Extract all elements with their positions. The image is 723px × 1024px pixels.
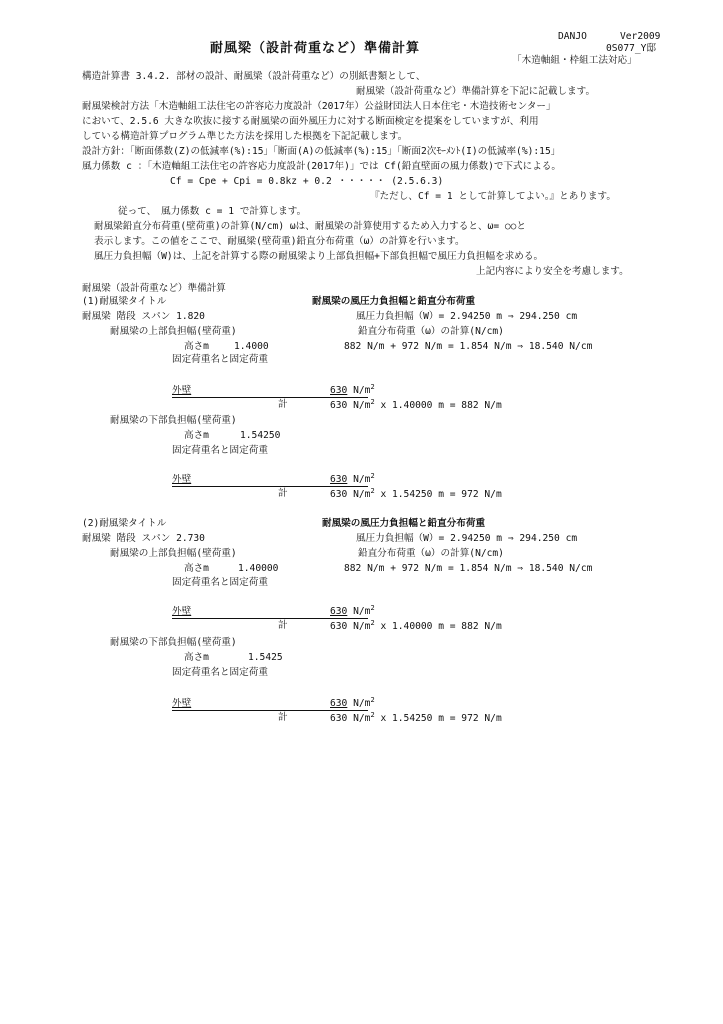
beam-right-title: 耐風梁の風圧力負担幅と鉛直分布荷重 bbox=[322, 518, 486, 529]
lower-width-label: 耐風梁の下部負担幅(壁荷重) bbox=[110, 637, 237, 648]
intro-line: 耐風梁検討方法「木造軸組工法住宅の許容応力度設計（2017年）公益財団法人日本住宅・木造技術センター」 bbox=[82, 101, 556, 112]
upper-rule bbox=[172, 618, 368, 619]
upper-total-label: 計 bbox=[278, 399, 288, 410]
intro-line: している構造計算プログラム準じた方法を採用した根拠を下記記載します。 bbox=[82, 131, 408, 142]
version-label: Ver2009 bbox=[620, 31, 661, 42]
intro-line: 風圧力負担幅（W)は、上記を計算する際の耐風梁より上部負担幅+下部負担幅で風圧力負担幅を求める。 bbox=[94, 251, 544, 262]
lower-total-expr: x 1.54250 m = 972 N/m bbox=[380, 489, 502, 500]
intro-line: 風力係数 c ：「木造軸組工法住宅の許容応力度設計(2017年)」では Cf(鉛直壁面の風力係数)で下式による。 bbox=[82, 161, 561, 172]
intro-line: 上記内容により安全を考慮します。 bbox=[476, 266, 629, 277]
upper-height-value: 1.40000 bbox=[238, 563, 279, 574]
upper-item-name: 外壁 bbox=[172, 606, 192, 617]
lower-total-label: 計 bbox=[278, 488, 288, 499]
lower-total bbox=[330, 486, 502, 501]
section-title: 耐風梁（設計荷重など）準備計算 bbox=[82, 283, 226, 294]
page-title bbox=[210, 43, 420, 56]
upper-total-number: 630 bbox=[330, 621, 348, 632]
lower-item-value bbox=[330, 695, 375, 710]
lower-load-label: 固定荷重名と固定荷重 bbox=[172, 445, 268, 456]
unit-n-m2: N/m bbox=[353, 621, 371, 632]
beam-span: 耐風梁 階段 スパン 2.730 bbox=[82, 533, 205, 544]
beam-wind-width: 風圧力負担幅（W）= 2.94250 m ⇒ 294.250 cm bbox=[356, 311, 578, 322]
dist-load-calc: 882 N/m + 972 N/m = 1.854 N/m ⇒ 18.540 N/cm bbox=[344, 341, 593, 352]
scope-label: 「木造軸組・枠組工法対応」 bbox=[512, 55, 637, 66]
lower-rule bbox=[172, 710, 368, 711]
lower-item-name: 外壁 bbox=[172, 474, 192, 485]
upper-rule bbox=[172, 397, 368, 398]
lower-total-expr: x 1.54250 m = 972 N/m bbox=[380, 713, 502, 724]
lower-total-label: 計 bbox=[278, 712, 288, 723]
unit-n-m2: N/m bbox=[353, 698, 371, 709]
lower-height-label: 高さm bbox=[184, 652, 209, 663]
lower-width-label: 耐風梁の下部負担幅(壁荷重) bbox=[110, 415, 237, 426]
beam-span: 耐風梁 階段 スパン 1.820 bbox=[82, 311, 205, 322]
lower-item-number: 630 bbox=[330, 698, 348, 709]
unit-n-m2: N/m bbox=[353, 400, 371, 411]
beam-title: (1)耐風梁タイトル bbox=[82, 296, 167, 307]
upper-height-value: 1.4000 bbox=[234, 341, 269, 352]
intro-line: 耐風梁（設計荷重など）準備計算を下記に記載します。 bbox=[356, 86, 596, 97]
beam-right-title: 耐風梁の風圧力負担幅と鉛直分布荷重 bbox=[312, 296, 476, 307]
upper-load-label: 固定荷重名と固定荷重 bbox=[172, 354, 268, 365]
lower-item-name: 外壁 bbox=[172, 698, 192, 709]
unit-sq: 2 bbox=[370, 397, 375, 406]
upper-height-label: 高さm bbox=[184, 563, 209, 574]
dist-load-calc: 882 N/m + 972 N/m = 1.854 N/m ⇒ 18.540 N/cm bbox=[344, 563, 593, 574]
unit-n-m2: N/m bbox=[353, 606, 371, 617]
upper-load-label: 固定荷重名と固定荷重 bbox=[172, 577, 268, 588]
page-title-text: 耐風梁（設計荷重など）準備計算 bbox=[210, 41, 421, 56]
lower-height-value: 1.5425 bbox=[248, 652, 283, 663]
unit-sq: 2 bbox=[370, 603, 375, 612]
lower-total-number: 630 bbox=[330, 713, 348, 724]
project-code: 0S077_Y邸 bbox=[606, 43, 657, 54]
unit-n-m2: N/m bbox=[353, 713, 371, 724]
lower-total bbox=[330, 710, 502, 725]
upper-total bbox=[330, 397, 502, 412]
dist-load-label: 鉛直分布荷重（ω）の計算(N/cm) bbox=[358, 548, 504, 559]
upper-item-value bbox=[330, 603, 375, 618]
lower-item-number: 630 bbox=[330, 474, 348, 485]
lower-total-number: 630 bbox=[330, 489, 348, 500]
upper-item-number: 630 bbox=[330, 606, 348, 617]
beam-title: (2)耐風梁タイトル bbox=[82, 518, 167, 529]
unit-n-m2: N/m bbox=[353, 474, 371, 485]
unit-sq: 2 bbox=[370, 471, 375, 480]
dist-load-label: 鉛直分布荷重（ω）の計算(N/cm) bbox=[358, 326, 504, 337]
intro-line: 設計方針：「断面係数(Z)の低減率(%):15」「断面(A)の低減率(%):15」「断面2次ﾓｰﾒﾝﾄ(I)の低減率(%):15」 bbox=[82, 146, 561, 157]
unit-sq: 2 bbox=[370, 695, 375, 704]
lower-height-label: 高さm bbox=[184, 430, 209, 441]
intro-line: 表示します。この値をここで、耐風梁(壁荷重)鉛直分布荷重（ω）の計算を行います。 bbox=[94, 236, 465, 247]
unit-n-m2: N/m bbox=[353, 385, 371, 396]
upper-item-name: 外壁 bbox=[172, 385, 192, 396]
unit-sq: 2 bbox=[370, 618, 375, 627]
upper-total-expr: x 1.40000 m = 882 N/m bbox=[380, 621, 502, 632]
unit-sq: 2 bbox=[370, 382, 375, 391]
intro-line: 耐風梁鉛直分布荷重(壁荷重)の計算(N/cm) ωは、耐風梁の計算使用するため入力すると、ω= ○○と bbox=[94, 221, 527, 232]
upper-item-value bbox=[330, 382, 375, 397]
upper-total-label: 計 bbox=[278, 620, 288, 631]
intro-line: において、2.5.6 大きな吹抜に接する耐風梁の面外風圧力に対する断面検定を提案をしていますが、利用 bbox=[82, 116, 539, 127]
intro-line: 構造計算書 3.4.2. 部材の設計、耐風梁（設計荷重など）の別紙書類として、 bbox=[82, 71, 426, 82]
upper-total-expr: x 1.40000 m = 882 N/m bbox=[380, 400, 502, 411]
lower-item-value bbox=[330, 471, 375, 486]
formula-line: Cf = Cpe + Cpi = 0.8kz + 0.2 ・・・・・ (2.5.6.3) bbox=[170, 176, 444, 187]
unit-sq: 2 bbox=[370, 710, 375, 719]
upper-height-label: 高さm bbox=[184, 341, 209, 352]
upper-width-label: 耐風梁の上部負担幅(壁荷重) bbox=[110, 326, 237, 337]
intro-line: 従って、 風力係数 c = 1 で計算します。 bbox=[118, 206, 307, 217]
beam-wind-width: 風圧力負担幅（W）= 2.94250 m ⇒ 294.250 cm bbox=[356, 533, 578, 544]
unit-sq: 2 bbox=[370, 486, 375, 495]
unit-n-m2: N/m bbox=[353, 489, 371, 500]
lower-rule bbox=[172, 486, 368, 487]
upper-total-number: 630 bbox=[330, 400, 348, 411]
upper-total bbox=[330, 618, 502, 633]
lower-height-value: 1.54250 bbox=[240, 430, 281, 441]
brand-label: DANJO bbox=[558, 31, 587, 42]
lower-load-label: 固定荷重名と固定荷重 bbox=[172, 667, 268, 678]
upper-width-label: 耐風梁の上部負担幅(壁荷重) bbox=[110, 548, 237, 559]
intro-line: 『ただし、Cf = 1 として計算してよい。』とあります。 bbox=[370, 191, 616, 202]
upper-item-number: 630 bbox=[330, 385, 348, 396]
